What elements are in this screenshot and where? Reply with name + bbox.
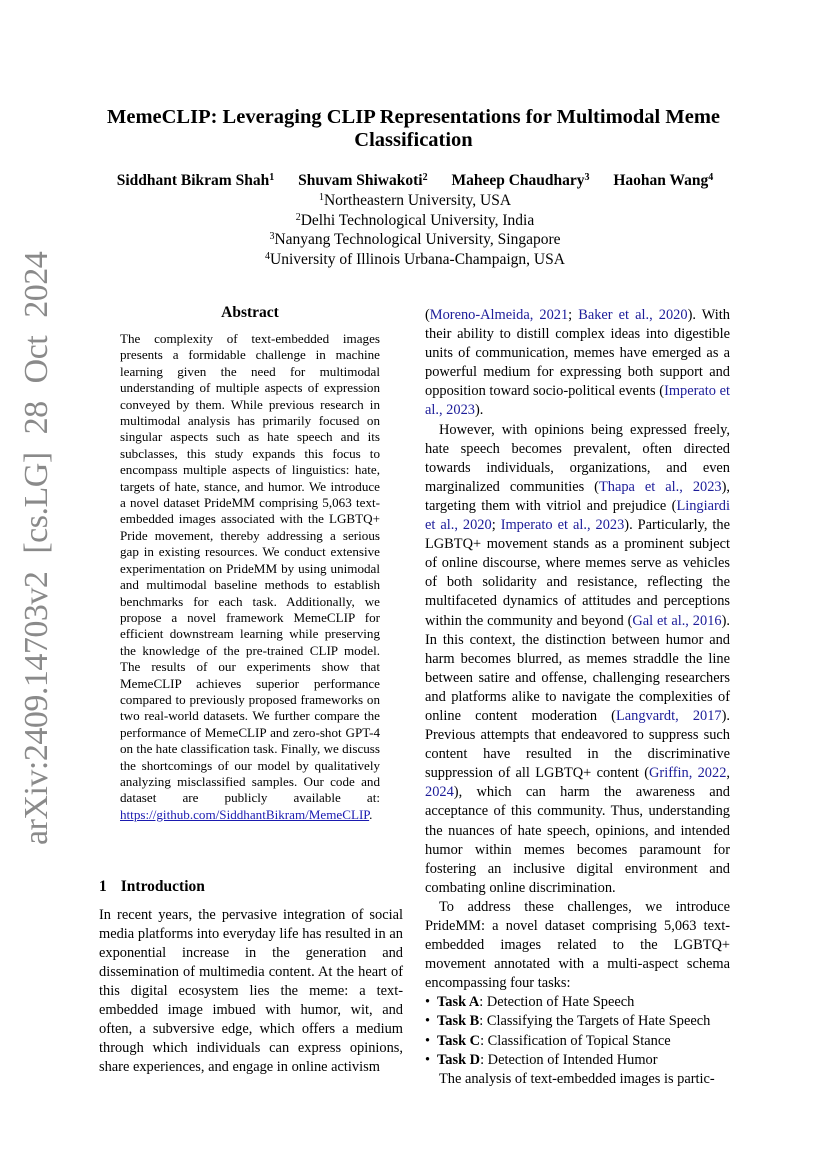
task-item: • Task B: Classifying the Targets of Hate Speech	[425, 1012, 730, 1031]
affiliation: $^4$University of Illinois Urbana-Champaign, USA	[265, 250, 565, 268]
task-list	[425, 993, 730, 1069]
affiliation: $^1$Northeastern University, USA	[318, 192, 512, 209]
intro-paragraph: However, with opinions being expressed freely, hate speech becomes prevalent, often directed towards individuals, organizations, and even marginalized communities (Thapa et al., 2023), targeting them with vitriol and prejudice (Lingiardi et al., 2020; Imperato et al., 2023). Particularly, the LGBTQ+ movement stands as a prominent subject of online discourse, where memes serve as vehicles of both solidarity and resistance, reflecting the multifaceted dynamics of attitudes and perceptions within the community and beyond (Gal et al., 2016). In this context, the distinction between humor and harm becomes blurred, as memes straddle the line between satire and offense, challenging researchers and platforms alike to navigate the complexities of online content moderation (Langvardt, 2017). Previous attempts that endeavored to suppress such content have resulted in the discriminative suppression of all LGBTQ+ content (Griffin, 2022, 2024), which can harm the awareness and acceptance of this community. Thus, understanding the nuances of hate speech, opinions, and intended humor within memes becomes paramount for fostering an inclusive digital environment and combating online discrimination.	[425, 421, 731, 896]
intro-paragraph-left: In recent years, the pervasive integration of social media platforms into everyday life has resulted in an exponential increase in the generation and dissemination of multimedia content. At the heart of this digital ecosystem lies the meme: a text-embedded image imbued with humor, wit, and often, a subversive edge, which offers a medium through which individuals can express opinions, share experiences, and engage in online activism	[99, 907, 403, 1075]
intro-paragraph: The analysis of text-embedded images is partic-	[439, 1070, 715, 1087]
citation-link[interactable]: Imperato et al., 2023	[500, 517, 625, 534]
affiliation: $^2$Delhi Technological University, India	[295, 211, 535, 229]
citation-link[interactable]: Griffin, 2022	[649, 765, 727, 782]
section-heading-introduction: 1 Introduction	[99, 878, 205, 895]
paper-title: MemeCLIP: Leveraging CLIP Representations for Multimodal Meme Classification	[107, 106, 720, 151]
citation-link[interactable]: Lingiardi et al., 2020	[425, 497, 730, 534]
arxiv-stamp: arXiv:2409.14703v2 [cs.LG] 28 Oct 2024	[18, 251, 55, 845]
citation-link[interactable]: Imperato et al., 2023	[425, 383, 730, 419]
author: Shuvam Shiwakoti$^2$	[298, 172, 428, 189]
citation-link[interactable]: Baker et al., 2020	[578, 307, 688, 323]
intro-paragraph: (Moreno-Almeida, 2021; Baker et al., 2020). With their ability to distill complex ideas into digestible units of communication, memes have emerged as a powerful medium for expressing both support and opposition toward socio-political events (Imperato et al., 2023).	[425, 307, 730, 419]
citation-link[interactable]: Langvardt, 2017	[615, 707, 722, 724]
affiliation: $^3$Nanyang Technological University, Singapore	[269, 231, 561, 248]
abstract-heading: Abstract	[221, 304, 279, 321]
task-item: • Task D: Detection of Intended Humor	[425, 1051, 730, 1070]
task-item: • Task C: Classification of Topical Stance	[425, 1032, 730, 1051]
abstract-body: The complexity of text-embedded images presents a formidable challenge in machine learning given the need for multimodal understanding of multiple aspects of expression conveyed by them. While previous research in multimodal analysis has primarily focused on singular aspects such as hate speech and its subclasses, this study expands this focus to encompass multiple aspects of linguistics: hate, targets of hate, stance, and humor. We introduce a novel dataset PrideMM comprising 5,063 text-embedded images associated with the LGBTQ+ Pride movement, thereby addressing a serious gap in existing resources. We conduct extensive experimentation on PrideMM by using unimodal and multimodal baseline methods to establish benchmarks for each task. Additionally, we propose a novel framework MemeCLIP for efficient downstream learning while preserving the knowledge of the pre-trained CLIP model. The results of our experiments show that MemeCLIP achieves superior performance compared to previously proposed frameworks on two real-world datasets. We further compare the performance of MemeCLIP and zero-shot GPT-4 on the hate classification task. Finally, we discuss the shortcomings of our model by qualitatively analyzing misclassified samples. Our code and dataset are publicly available at: https://github.com/SiddhantBikram/MemeCLIP.	[120, 331, 380, 822]
github-link[interactable]: https://github.com/SiddhantBikram/MemeCLIP	[120, 806, 370, 822]
right-column	[425, 306, 730, 1089]
citation-link[interactable]: 2024	[425, 784, 454, 801]
abstract-section	[120, 304, 380, 823]
author: Maheep Chaudhary$^3$	[451, 172, 590, 189]
citation-link[interactable]: Gal et al., 2016	[632, 612, 722, 629]
author: Siddhant Bikram Shah$^1$	[116, 172, 275, 189]
affiliation-list	[90, 191, 740, 269]
author-list	[90, 172, 740, 190]
author: Haohan Wang$^4$	[613, 172, 714, 189]
intro-paragraph: To address these challenges, we introduce PrideMM: a novel dataset comprising 5,063 text-embedded images related to the LGBTQ+ movement annotated with a multi-aspect schema encompassing four tasks:	[425, 898, 730, 992]
citation-link[interactable]: Moreno-Almeida, 2021	[429, 307, 569, 323]
task-item: • Task A: Detection of Hate Speech	[425, 993, 730, 1012]
citation-link[interactable]: Thapa et al., 2023	[598, 478, 722, 495]
